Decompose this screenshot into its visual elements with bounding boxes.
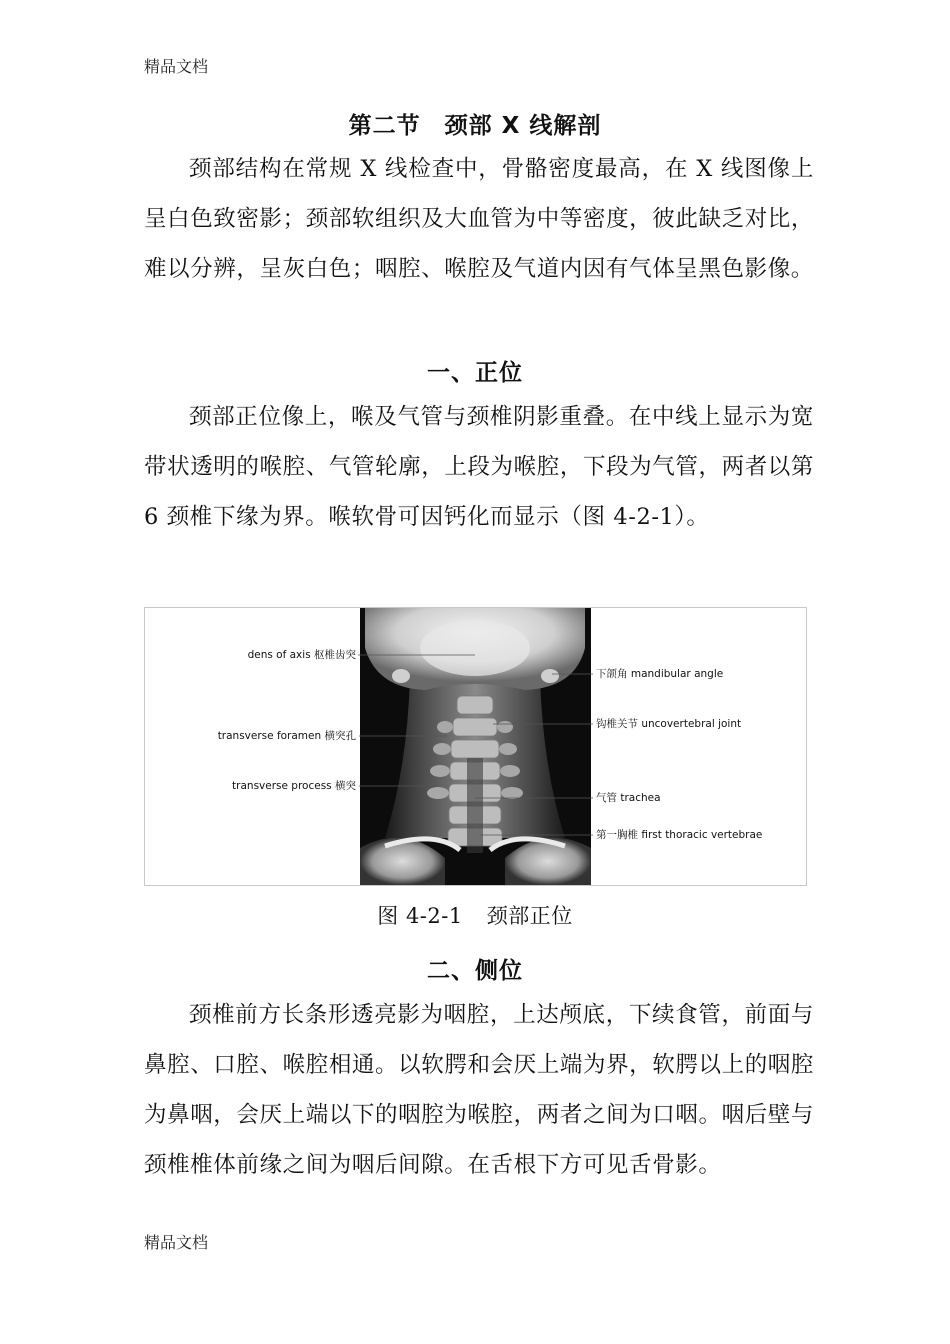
subsection-title-lateral: 二、侧位 [427, 958, 523, 984]
label-first-thoracic-vertebrae: 第一胸椎 first thoracic vertebrae [596, 829, 763, 841]
label-transverse-process: transverse process 横突 [232, 780, 356, 792]
frontal-paragraph: 颈部正位像上，喉及气管与颈椎阴影重叠。在中线上显示为宽带状透明的喉腔、气管轮廓，上段为喉腔，下段为气管，两者以第 6 颈椎下缘为界。喉软骨可因钙化而显示（图 4-2-1）。 [144, 404, 814, 530]
footer-watermark: 精品文档 [144, 1233, 209, 1252]
label-mandibular-angle: 下颌角 mandibular angle [596, 668, 724, 680]
header-watermark: 精品文档 [144, 57, 209, 76]
label-transverse-foramen: transverse foramen 横突孔 [217, 730, 356, 742]
xray-figure [144, 607, 807, 886]
figure-caption [0, 900, 950, 930]
neck-xray-image [145, 608, 806, 885]
caption-text: 颈部正位 [486, 904, 573, 928]
trachea-shadow [467, 758, 483, 853]
intro-paragraph: 颈部结构在常规 X 线检查中，骨骼密度最高，在 X 线图像上呈白色致密影；颈部软组织及大血管为中等密度，彼此缺乏对比，难以分辨，呈灰白色；咽腔、喉腔及气道内因有气体呈黑色影像。 [144, 156, 814, 282]
label-uncovertebral-joint: 钩椎关节 uncovertebral joint [596, 718, 742, 730]
section-title: 第二节 颈部 X 线解剖 [348, 113, 602, 139]
mandibular-angle-shape [541, 669, 559, 683]
label-trachea: 气管 trachea [596, 792, 661, 804]
subsection-title-frontal: 一、正位 [427, 360, 523, 386]
caption-number: 图 4-2-1 [377, 904, 463, 928]
lateral-paragraph: 颈椎前方长条形透亮影为咽腔，上达颅底，下续食管，前面与鼻腔、口腔、喉腔相通。以软腭和会厌上端为界，软腭以上的咽腔为鼻咽，会厌上端以下的咽腔为喉腔，两者之间为口咽。咽后壁与颈椎椎体前缘之间为咽后间隙。在舌根下方可见舌骨影。 [144, 1002, 814, 1178]
label-dens-of-axis: dens of axis 枢椎齿突 [247, 649, 356, 661]
